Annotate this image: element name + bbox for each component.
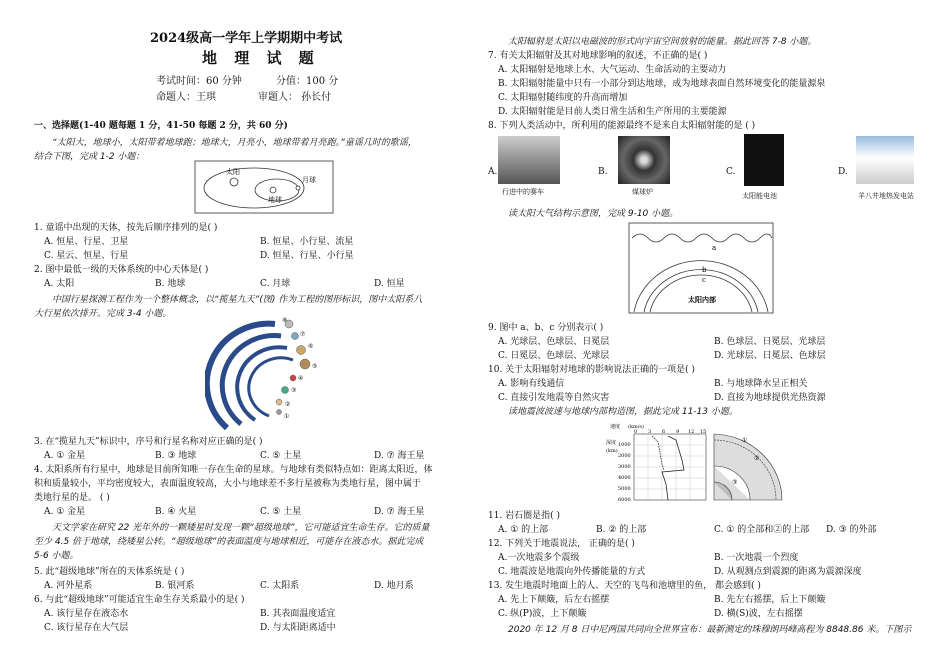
intro-3-line2: 至少 4.5 倍于地球，绕矮星公转。“超级地球”的表面温度与地球相近，可能存在液态水。据此完成 xyxy=(34,537,424,547)
exam-subject: 地 理 试 题 xyxy=(202,49,320,67)
label-sun-interior: 太阳内部 xyxy=(688,295,716,304)
y-tick-1000: 1000 xyxy=(618,442,631,448)
q5-option-c[interactable]: C. 太阳系 xyxy=(260,581,300,591)
seismic-wave-diagram xyxy=(604,420,790,504)
q3-option-d[interactable]: D. ⑦ 海王星 xyxy=(374,451,425,461)
q1-stem: 1. 童谣中出现的天体，按先后顺序排列的是( ) xyxy=(34,223,218,233)
q3-stem: 3. 在“揽星九天”标识中，序号和行星名称对应正确的是( ) xyxy=(34,437,263,447)
planet-3-icon xyxy=(282,387,289,394)
figure-frame xyxy=(195,161,333,213)
q4-stem-1: 4. 太阳系所有行星中，地球是目前所知唯一存在生命的星球。与地球有类似特点如：距离太阳近，体 xyxy=(34,465,433,475)
x-tick-3: 3 xyxy=(648,429,652,435)
q1-option-b[interactable]: B. 恒星、小行星、流星 xyxy=(260,237,354,247)
q10-option-a[interactable]: A. 影响有线通信 xyxy=(498,379,565,389)
label-b: b xyxy=(702,266,707,274)
q6-option-c[interactable]: C. 该行星存在大气层 xyxy=(44,623,129,633)
q11-stem: 11. 岩石圈是指( ) xyxy=(488,511,561,521)
q2-stem: 2. 图中最低一级的天体系统的中心天体是( ) xyxy=(34,265,209,275)
q4-option-c[interactable]: C. ⑤ 土星 xyxy=(260,507,302,517)
chromosphere-boundary xyxy=(634,261,768,312)
q6-stem: 6. 与此“超级地球”可能适宜生命生存关系最小的是( ) xyxy=(34,595,245,605)
q8-option-a[interactable]: A. xyxy=(488,167,498,177)
q12-option-d[interactable]: D. 从观测点到震源的距离为震源深度 xyxy=(714,567,862,577)
planet-num-1: ① xyxy=(284,413,290,420)
q1-option-c[interactable]: C. 星云、恒星、行星 xyxy=(44,251,129,261)
exam-score: 分值：100 分 xyxy=(276,76,339,87)
q8-caption-c: 太阳能电池 xyxy=(742,192,777,200)
photosphere-outer xyxy=(644,270,758,312)
q11-option-a[interactable]: A. ① 的上部 xyxy=(498,525,549,535)
planet-num-2: ② xyxy=(285,401,291,408)
q2-option-b[interactable]: B. 地球 xyxy=(155,279,186,289)
x-tick-6: 6 xyxy=(662,429,666,435)
x-tick-12: 12 xyxy=(688,429,695,435)
q5-option-a[interactable]: A. 河外星系 xyxy=(44,581,93,591)
q12-option-c[interactable]: C. 地震波是地震向外传播能量的方式 xyxy=(498,567,646,577)
q8-caption-b: 煤球炉 xyxy=(632,188,653,196)
layer-3-label: ③ xyxy=(732,479,738,486)
q12-option-a[interactable]: A.一次地震多个震级 xyxy=(498,553,580,563)
q2-option-d[interactable]: D. 恒星 xyxy=(374,279,405,289)
q7-option-c[interactable]: C. 太阳辐射随纬度的升高而增加 xyxy=(498,93,628,103)
exam-title: 2024级高一学年上学期期中考试 xyxy=(150,31,343,46)
q1-option-d[interactable]: D. 恒星、行星、小行星 xyxy=(260,251,354,261)
x-tick-0: 0 xyxy=(634,429,638,435)
earth-orbit xyxy=(204,168,304,208)
q9-stem: 9. 图中 a、b、c 分别表示( ) xyxy=(488,323,604,333)
q13-option-d[interactable]: D. 横(S)波，左右摇摆 xyxy=(714,609,803,619)
q8-option-d[interactable]: D. xyxy=(838,167,848,177)
q10-option-d[interactable]: D. 直接为地球提供光热资源 xyxy=(714,393,826,403)
planet-4-icon xyxy=(290,375,296,381)
axis-speed-unit: (km/s) xyxy=(628,424,644,430)
intro-7: 2020 年 12 月 8 日中尼两国共同向全世界宣布：最新测定的珠穆朗玛峰高程为 8848.86 米。下图示 xyxy=(508,625,912,635)
sun-earth-moon-diagram xyxy=(194,160,334,215)
coal-stove-image xyxy=(618,136,670,184)
q6-option-d[interactable]: D. 与太阳距离适中 xyxy=(260,623,336,633)
q13-option-c[interactable]: C. 纵(P)波，上下颠簸 xyxy=(498,609,587,619)
q11-option-b[interactable]: B. ② 的上部 xyxy=(596,525,647,535)
q10-option-b[interactable]: B. 与地球降水呈正相关 xyxy=(714,379,808,389)
planet-num-8: ⑧ xyxy=(282,317,288,324)
axis-speed-label: 速度 xyxy=(610,424,621,430)
intro-5: 读太阳大气结构示意图，完成 9-10 小题。 xyxy=(508,209,679,219)
label-moon: 月球 xyxy=(302,176,316,184)
intro-3-line3: 5-6 小题。 xyxy=(34,551,79,561)
q8-caption-a: 行进中的赛车 xyxy=(502,188,544,196)
earth-icon xyxy=(270,187,276,193)
q4-stem-3: 类地行星的是。 ( ) xyxy=(34,493,110,503)
planet-5-icon xyxy=(300,359,310,369)
planet-num-4: ④ xyxy=(298,375,304,382)
x-tick-15: 15 xyxy=(700,429,707,435)
q7-option-d[interactable]: D. 太阳辐射能是目前人类日常生活和生产所用的主要能源 xyxy=(498,107,727,117)
section-heading: 一、选择题(1-40 题每题 1 分，41-50 每题 2 分，共 60 分) xyxy=(34,121,288,131)
planet-logo-figure xyxy=(205,316,335,434)
q9-option-d[interactable]: D. 光球层、日冕层、色球层 xyxy=(714,351,826,361)
planet-num-7: ⑦ xyxy=(300,331,306,338)
q2-option-c[interactable]: C. 月球 xyxy=(260,279,291,289)
p-wave-curve xyxy=(662,436,684,500)
y-tick-6000: 6000 xyxy=(618,497,631,503)
planet-num-5: ⑤ xyxy=(312,363,318,370)
q3-option-b[interactable]: B. ③ 地球 xyxy=(155,451,197,461)
axis-depth-unit: (km) xyxy=(606,448,618,454)
q11-option-d[interactable]: D. ③ 的外部 xyxy=(826,525,877,535)
q5-stem: 5. 此“超级地球”所在的天体系统是 ( ) xyxy=(34,567,185,577)
q7-option-b[interactable]: B. 太阳辐射能量中只有一小部分到达地球，成为地球表面自然环境变化的能量源泉 xyxy=(498,79,826,89)
intro-4: 太阳辐射是太阳以电磁波的形式向宇宙空间放射的能量。据此回答 7-8 小题。 xyxy=(508,37,817,47)
q8-option-b[interactable]: B. xyxy=(598,167,608,177)
planet-1-icon xyxy=(277,410,282,415)
intro-1-line1: “太阳大，地球小，太阳带着地球跑；地球大，月亮小，地球带着月亮跑。”童谣几时的歌谣， xyxy=(52,138,417,148)
planet-6-icon xyxy=(297,346,306,355)
q1-option-a[interactable]: A. 恒星、行星、卫星 xyxy=(44,237,129,247)
planet-num-3: ③ xyxy=(291,387,297,394)
moon-icon xyxy=(296,186,300,190)
sun-icon xyxy=(230,178,238,186)
intro-2-line2: 大行星依次排开。完成 3-4 小题。 xyxy=(34,309,172,319)
exam-reviewer: 审题人： 孙长付 xyxy=(258,92,332,103)
race-car-image xyxy=(498,136,560,184)
y-tick-3000: 3000 xyxy=(618,464,631,470)
q13-option-a[interactable]: A. 先上下颠簸，后左右摇摆 xyxy=(498,595,610,605)
q10-stem: 10. 关于太阳辐射对地球的影响说法正确的一项是( ) xyxy=(488,365,696,375)
exam-time: 考试时间：60 分钟 xyxy=(156,76,242,87)
y-tick-4000: 4000 xyxy=(618,475,631,481)
exam-author: 命题人：王琪 xyxy=(156,92,216,103)
q9-option-b[interactable]: B. 色球层、日冕层、光球层 xyxy=(714,337,826,347)
q9-option-c[interactable]: C. 日冕层、色球层、光球层 xyxy=(498,351,610,361)
q4-option-d[interactable]: D. ⑦ 海王星 xyxy=(374,507,425,517)
label-c: c xyxy=(702,276,706,284)
q13-option-b[interactable]: B. 先左右摇摆，后上下颠簸 xyxy=(714,595,826,605)
label-sun: 太阳 xyxy=(226,168,240,176)
q3-option-a[interactable]: A. ① 金星 xyxy=(44,451,86,461)
q2-option-a[interactable]: A. 太阳 xyxy=(44,279,75,289)
q4-stem-2: 积和质量较小，平均密度较大，表面温度较高，大小与地球差不多行星被称为类地行星，图中属于 xyxy=(34,479,422,489)
q12-stem: 12. 下列关于地震说法， 正确的是( ) xyxy=(488,539,635,549)
y-tick-5000: 5000 xyxy=(618,486,631,492)
layer-1-label: ① xyxy=(742,437,748,444)
intro-2-line1: 中国行星探测工程作为一个整体概念，以“揽星九天”(图) 作为工程的图形标识，图中太阳系八 xyxy=(52,295,423,305)
planet-7-icon xyxy=(292,333,299,340)
solar-cell-image xyxy=(744,134,784,186)
layer-2-label: ② xyxy=(754,455,760,462)
q7-option-a[interactable]: A. 太阳辐射是地球上水、大气运动、生命活动的主要动力 xyxy=(498,65,727,75)
corona-boundary xyxy=(632,234,772,242)
q5-option-d[interactable]: D. 地月系 xyxy=(374,581,414,591)
q6-option-a[interactable]: A. 该行星存在液态水 xyxy=(44,609,129,619)
q11-option-c[interactable]: C. ① 的全部和②的上部 xyxy=(714,525,810,535)
y-tick-2000: 2000 xyxy=(618,453,631,459)
q8-option-c[interactable]: C. xyxy=(726,167,736,177)
q10-option-c[interactable]: C. 直接引发地震等自然灾害 xyxy=(498,393,610,403)
planet-2-icon xyxy=(276,399,282,405)
q3-option-c[interactable]: C. ⑤ 土星 xyxy=(260,451,302,461)
s-wave-curve xyxy=(652,436,664,470)
planet-num-6: ⑥ xyxy=(308,343,314,350)
q6-option-b[interactable]: B. 其表面温度适宜 xyxy=(260,609,336,619)
intro-6: 读地震波波速与地球内部构造图，据此完成 11-13 小题。 xyxy=(508,407,738,417)
q9-option-a[interactable]: A. 光球层、色球层、日冕层 xyxy=(498,337,610,347)
intro-3-line1: 天文学家在研究 22 光年外的一颗矮星时发现一颗“超级地球”，它可能适宜生命生存。它的质量 xyxy=(52,523,430,533)
q7-stem: 7. 有关太阳辐射及其对地球影响的叙述，不正确的是( ) xyxy=(488,51,708,61)
axis-depth-label: 深度 xyxy=(606,440,617,446)
q5-option-b[interactable]: B. 银河系 xyxy=(155,581,195,591)
geothermal-plant-image xyxy=(856,136,914,184)
x-tick-9: 9 xyxy=(676,429,680,435)
q12-option-b[interactable]: B. 一次地震一个烈度 xyxy=(714,553,799,563)
label-earth: 地球 xyxy=(268,196,282,204)
q13-stem: 13. 发生地震时地面上的人、天空的飞鸟和池塘里的鱼， 都会感到( ) xyxy=(488,581,761,591)
intro-1-line2: 结合下图，完成 1-2 小题： xyxy=(34,152,145,162)
q8-stem: 8. 下列人类活动中，所利用的能源最终不是来自太阳辐射能的是 ( ) xyxy=(488,121,756,131)
label-a: a xyxy=(712,244,717,252)
sun-atmosphere-diagram xyxy=(628,222,774,314)
q4-option-b[interactable]: B. ④ 火星 xyxy=(155,507,197,517)
q8-caption-d: 羊八井地热发电站 xyxy=(858,192,914,200)
q4-option-a[interactable]: A. ① 金星 xyxy=(44,507,86,517)
